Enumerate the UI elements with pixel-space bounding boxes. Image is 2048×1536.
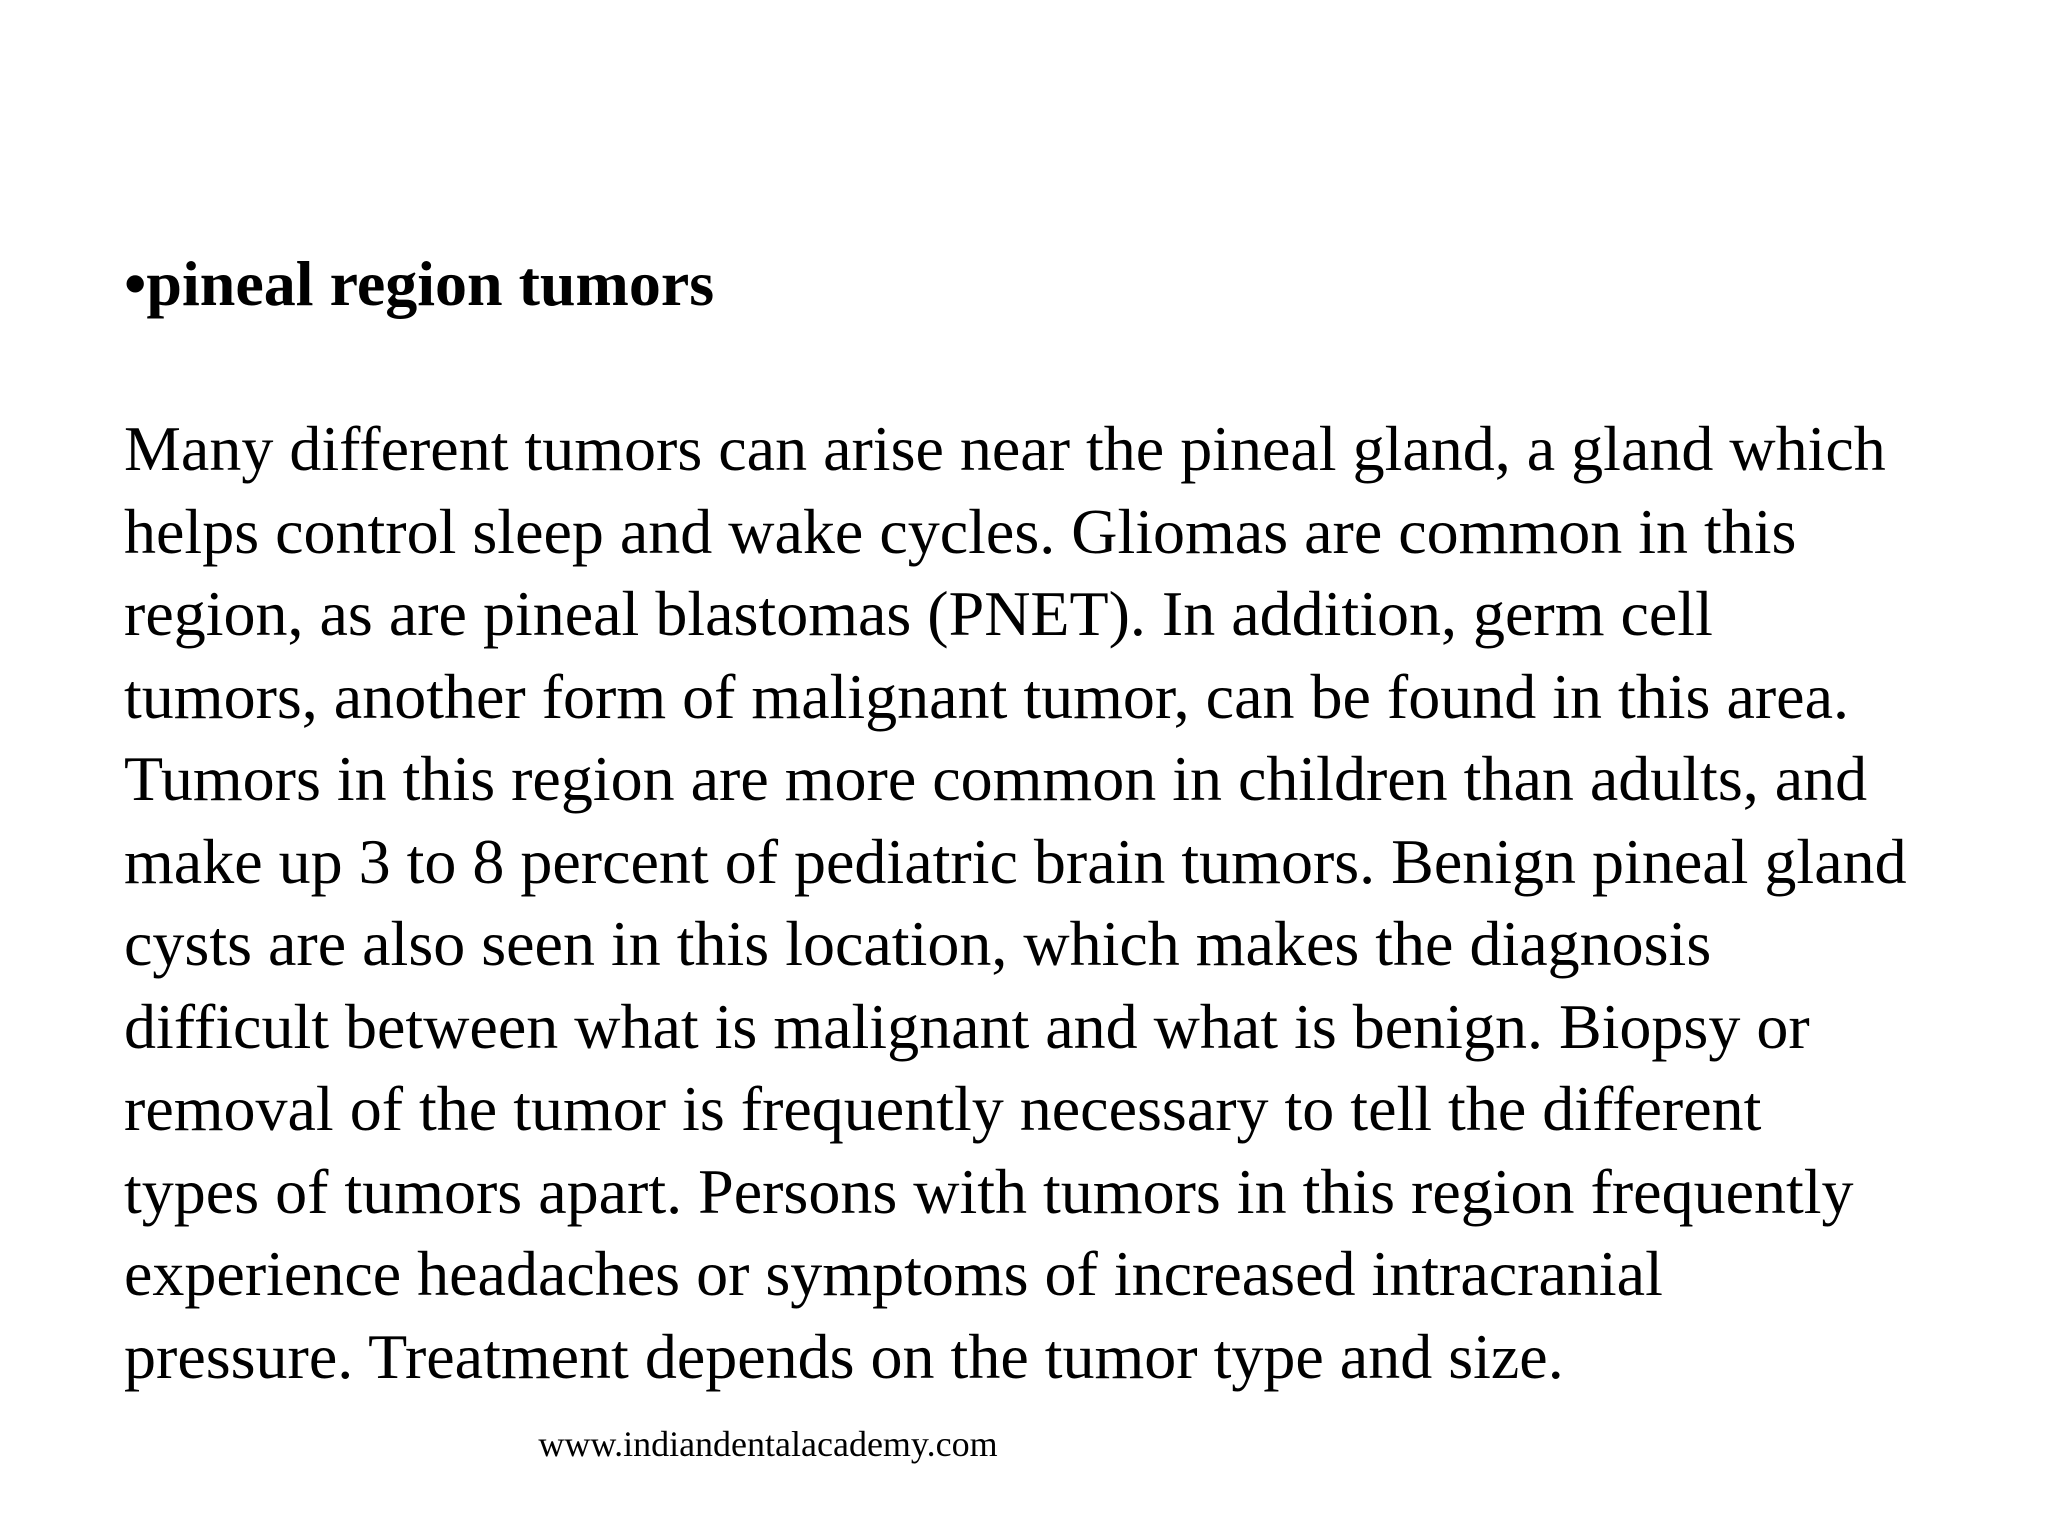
body-line: difficult between what is malignant and what is benign. Biopsy or [124,990,1810,1062]
slide-heading: •pineal region tumors [124,248,715,319]
body-line: experience headaches or symptoms of increased intracranial [124,1238,1663,1309]
body-line: helps control sleep and wake cycles. Gliomas are common in this [124,495,1797,567]
body-line: region, as are pineal blastomas (PNET). In addition, germ cell [124,578,1713,649]
body-line: Many different tumors can arise near the pineal gland, a gland which [124,413,1886,484]
footer-url: www.indiandentalacademy.com [538,1424,998,1464]
body-line: cysts are also seen in this location, which makes the diagnosis [124,908,1712,979]
body-line: Tumors in this region are more common in children than adults, and [124,743,1868,814]
body-line: pressure. Treatment depends on the tumor type and size. [124,1320,1564,1392]
body-line: make up 3 to 8 percent of pediatric brain tumors. Benign pineal gland [124,825,1907,897]
body-paragraph [124,408,1907,1398]
body-line: removal of the tumor is frequently necessary to tell the different [124,1073,1762,1144]
body-line: types of tumors apart. Persons with tumors in this region frequently [124,1155,1854,1227]
body-line: tumors, another form of malignant tumor, can be found in this area. [124,660,1849,732]
